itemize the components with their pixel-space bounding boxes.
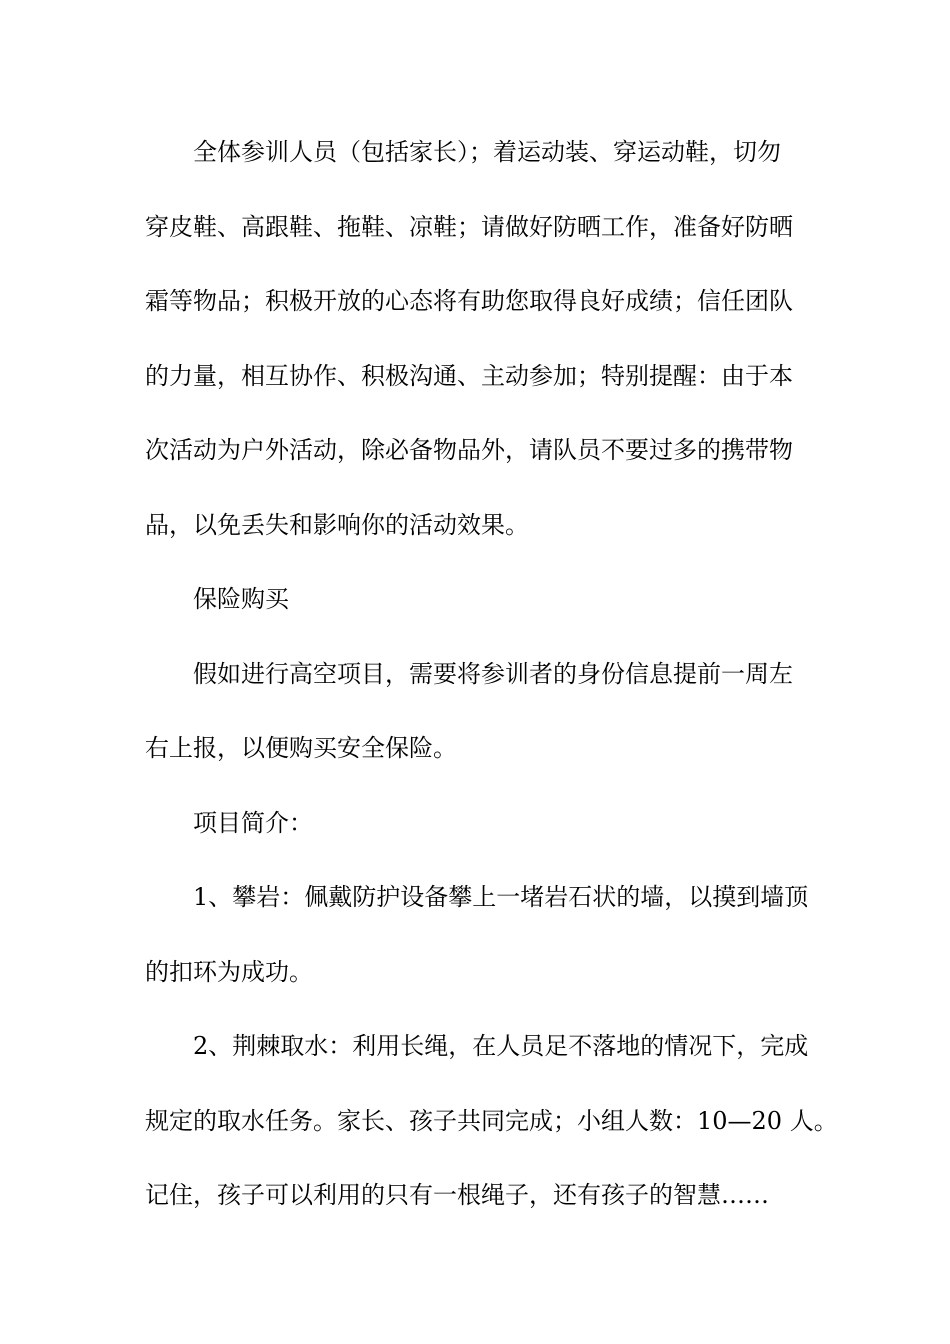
text-line: 规定的取水任务。家长、孩子共同完成；小组人数：10—20 人。: [145, 1106, 838, 1135]
text-line: 的扣环为成功。: [145, 957, 313, 986]
text-line: 穿皮鞋、高跟鞋、拖鞋、凉鞋；请做好防晒工作，准备好防晒: [145, 212, 793, 241]
body-text: [145, 128, 838, 1246]
text-line: 全体参训人员（包括家长）；着运动装、穿运动鞋，切勿: [193, 138, 781, 166]
text-line: 品，以免丢失和影响你的活动效果。: [145, 510, 529, 539]
text-line: 次活动为户外活动，除必备物品外，请队员不要过多的携带物: [145, 436, 793, 464]
list-item-water: 2、荆棘取水：利用长绳，在人员足不落地的情况下，完成: [193, 1032, 809, 1060]
text-line: 右上报，以便购买安全保险。: [145, 734, 457, 762]
section-heading-insurance: 保险购买: [193, 585, 289, 613]
list-item-climbing: 1、攀岩：佩戴防护设备攀上一堵岩石状的墙，以摸到墙顶: [193, 883, 809, 911]
text-line: 记住，孩子可以利用的只有一根绳子，还有孩子的智慧……: [145, 1181, 769, 1209]
text-line: 假如进行高空项目，需要将参训者的身份信息提前一周左: [193, 659, 793, 688]
text-line: 霜等物品；积极开放的心态将有助您取得良好成绩；信任团队: [145, 287, 793, 315]
section-heading-projects: 项目简介：: [193, 808, 313, 837]
text-line: 的力量，相互协作、积极沟通、主动参加；特别提醒：由于本: [145, 361, 793, 390]
